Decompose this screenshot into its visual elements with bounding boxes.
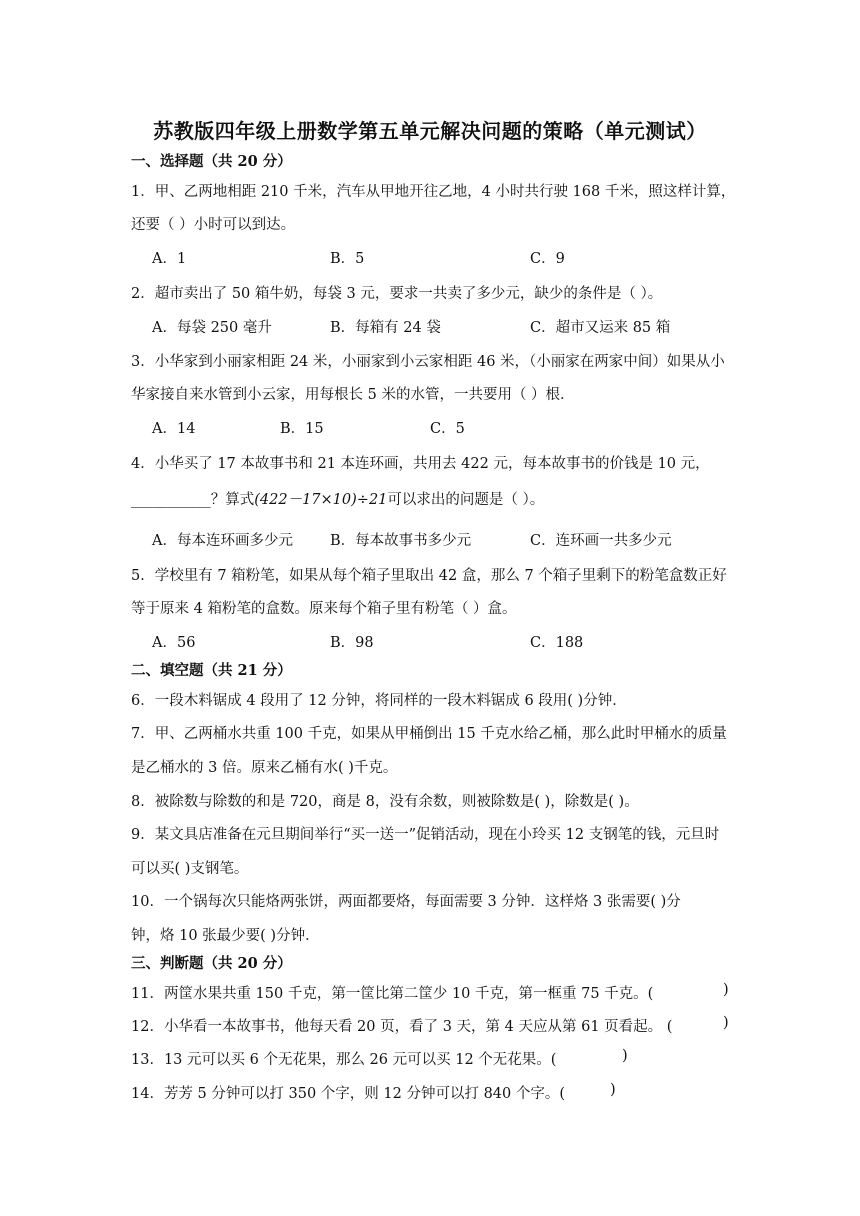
- question-9-line-1: 9．某文具店准备在元旦期间举行“买一送一”促销活动，现在小玲买 12 支钢笔的钱，元旦时: [131, 827, 720, 843]
- question-5-line-1: 5．学校里有 7 箱粉笔，如果从每个箱子里取出 42 盒，那么 7 个箱子里剩下的粉笔盒数正好: [131, 568, 727, 584]
- question-4-line-1: 4．小华买了 17 本故事书和 21 本连环画，共用去 422 元，每本故事书的价钱是 10 元，: [131, 456, 710, 472]
- formula: (422－17×10)÷21: [254, 492, 388, 508]
- page-title: 苏教版四年级上册数学第五单元解决问题的策略（单元测试）: [153, 119, 707, 143]
- question-13-text: 13．13 元可以买 6 个无花果，那么 26 元可以买 12 个无花果。(: [131, 1052, 557, 1068]
- question-14-text: 14．芳芳 5 分钟可以打 350 个字，则 12 分钟可以打 840 个字。(: [131, 1086, 566, 1102]
- question-1-option-b: B．5: [330, 251, 365, 267]
- question-5-option-a: A．56: [152, 635, 196, 651]
- question-3-option-c: C．5: [430, 421, 465, 437]
- question-2-option-b: B．每箱有 24 袋: [330, 320, 441, 336]
- question-1-line-1: 1．甲、乙两地相距 210 千米，汽车从甲地开往乙地，4 小时共行驶 168 千米，照这样计算，: [131, 184, 736, 200]
- question-13-close-paren: ): [622, 1048, 628, 1064]
- answer-blank: ___________？算式: [131, 492, 255, 508]
- question-7-line-2: 是乙桶水的 3 倍。原来乙桶有水( )千克。: [131, 760, 398, 776]
- question-5-option-b: B．98: [330, 635, 374, 651]
- question-8-line-1: 8．被除数与除数的和是 720，商是 8，没有余数，则被除数是( )，除数是( )。: [131, 794, 639, 810]
- question-4-option-c: C．连环画一共多少元: [530, 533, 672, 549]
- question-1-option-c: C．9: [530, 251, 565, 267]
- question-14-close-paren: ): [610, 1082, 616, 1098]
- question-4-option-a: A．每本连环画多少元: [152, 533, 293, 549]
- question-4-tail: 可以求出的问题是（ ）。: [387, 492, 545, 508]
- section-heading-judge: 三、判断题（共 20 分）: [131, 955, 292, 972]
- question-12-close-paren: ): [723, 1015, 729, 1031]
- question-3-line-2: 华家接自来水管到小云家，用每根长 5 米的水管，一共要用（ ）根．: [131, 387, 575, 403]
- question-11-close-paren: ): [723, 982, 729, 998]
- question-3-option-a: A．14: [152, 421, 196, 437]
- section-heading-fill: 二、填空题（共 21 分）: [131, 662, 292, 679]
- question-3-line-1: 3．小华家到小丽家相距 24 米，小丽家到小云家相距 46 米，（小丽家在两家中间）如果从小: [131, 354, 725, 370]
- question-7-line-1: 7．甲、乙两桶水共重 100 千克，如果从甲桶倒出 15 千克水给乙桶，那么此时甲桶水的质量: [131, 726, 727, 742]
- question-6-line-1: 6．一段木料锯成 4 段用了 12 分钟，将同样的一段木料锯成 6 段用( )分钟．: [131, 693, 627, 709]
- question-5-option-c: C．188: [530, 635, 584, 651]
- question-2-option-a: A．每袋 250 毫升: [152, 320, 272, 336]
- question-5-line-2: 等于原来 4 箱粉笔的盒数。原来每个箱子里有粉笔（ ）盒。: [131, 601, 517, 617]
- question-3-option-b: B．15: [280, 421, 324, 437]
- question-2-option-c: C．超市又运来 85 箱: [530, 320, 671, 336]
- question-4-option-b: B．每本故事书多少元: [330, 533, 472, 549]
- question-12-text: 12．小华看一本故事书，他每天看 20 页，看了 3 天，第 4 天应从第 61 页看起。 (: [131, 1019, 673, 1035]
- question-10-line-1: 10．一个锅每次只能烙两张饼，两面都要烙，每面需要 3 分钟．这样烙 3 张需要( )分: [131, 894, 681, 910]
- question-11-text: 11．两筐水果共重 150 千克，第一筐比第二筐少 10 千克，第一框重 75 千克。(: [131, 986, 654, 1002]
- question-2-line-1: 2．超市卖出了 50 箱牛奶，每袋 3 元，要求一共卖了多少元，缺少的条件是（ ）。: [131, 286, 663, 302]
- section-heading-choice: 一、选择题（共 20 分）: [131, 153, 292, 170]
- question-1-option-a: A．1: [152, 251, 187, 267]
- question-1-line-2: 还要（ ）小时可以到达。: [131, 217, 296, 233]
- question-9-line-2: 可以买( )支钢笔。: [131, 861, 249, 877]
- question-4-line-2: [131, 488, 731, 509]
- question-10-line-2: 钟，烙 10 张最少要( )分钟．: [131, 928, 320, 944]
